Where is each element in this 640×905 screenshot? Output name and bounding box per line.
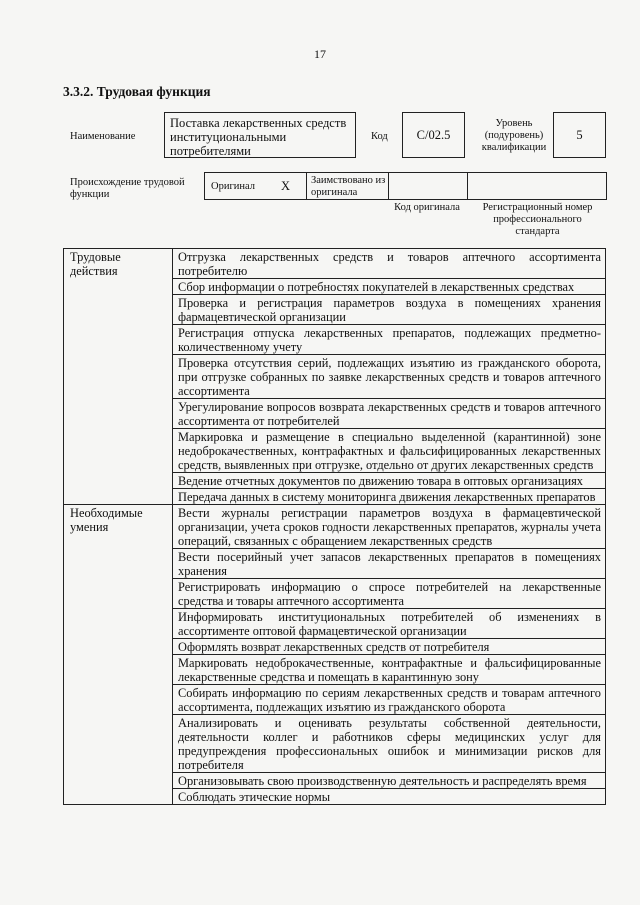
table-cell-item: Маркировка и размещение в специально выделенной (карантинной) зоне недоброкачественных, контрафактных и фальсифицированных лекарственных средств, выявленных при отгрузке, отдельно от других лекарственных средств — [173, 429, 606, 473]
section-title: 3.3.2. Трудовая функция — [63, 84, 211, 99]
table-cell-item: Информировать институциональных потребителей об изменениях в ассортименте оптовой фармацевтической организации — [173, 609, 606, 639]
original-label: Оригинал — [211, 181, 255, 192]
borrowed-label: Заимствовано из оригинала — [311, 175, 386, 198]
table-cell-item: Оформлять возврат лекарственных средств от потребителя — [173, 639, 606, 655]
table-cell-item: Маркировать недоброкачественные, контрафактные и фальсифицированные лекарственные средства и помещать в карантинную зону — [173, 655, 606, 685]
table-cell-item: Проверка и регистрация параметров воздуха в помещениях хранения фармацевтической организации — [173, 295, 606, 325]
table-cell-item: Сбор информации о потребностях покупателей в лекарственных средствах — [173, 279, 606, 295]
page-number: 17 — [314, 47, 326, 61]
original-mark: X — [281, 179, 291, 193]
table-cell-item: Ведение отчетных документов по движению товара в оптовых организациях — [173, 473, 606, 489]
table-cell-item: Проверка отсутствия серий, подлежащих изъятию из гражданского оборота, при отгрузке собранных по заявке лекарственных средств и товаров аптечного ассортимента — [173, 355, 606, 399]
name-value: Поставка лекарственных средств институциональными потребителями — [170, 116, 347, 158]
divider — [306, 173, 307, 199]
code-value: С/02.5 — [416, 128, 451, 142]
section-title-cell: Необходимые умения — [64, 505, 173, 805]
code-label: Код — [371, 131, 388, 142]
table-row — [64, 249, 606, 279]
table-cell-item: Соблюдать этические нормы — [173, 789, 606, 805]
table-cell-item: Урегулирование вопросов возврата лекарственных средств и товаров аптечного ассортимента от потребителей — [173, 399, 606, 429]
reg-number-label: Регистрационный номер профессионального стандарта — [482, 202, 593, 237]
table-cell-item: Собирать информацию по сериям лекарственных средств и товарам аптечного ассортимента, подлежащих изъятию из гражданского оборота — [173, 685, 606, 715]
name-value-box — [164, 112, 356, 158]
level-value-box — [553, 112, 606, 158]
section-title-cell: Трудовые действия — [64, 249, 173, 505]
code-original-label: Код оригинала — [394, 202, 460, 213]
table-row — [64, 505, 606, 549]
level-label: Уровень (подуровень) квалификации — [481, 118, 547, 153]
level-value: 5 — [576, 128, 583, 142]
table-cell-item: Передача данных в систему мониторинга движения лекарственных препаратов — [173, 489, 606, 505]
origin-label: Происхождение трудовой функции — [70, 177, 185, 200]
origin-row — [204, 172, 607, 200]
table-cell-item: Организовывать свою производственную деятельность и распределять время — [173, 773, 606, 789]
table-cell-item: Отгрузка лекарственных средств и товаров аптечного ассортимента потребителю — [173, 249, 606, 279]
function-table — [63, 248, 606, 805]
table-cell-item: Вести посерийный учет запасов лекарственных препаратов в помещениях хранения — [173, 549, 606, 579]
divider — [467, 173, 468, 199]
table-cell-item: Анализировать и оценивать результаты собственной деятельности, деятельности коллег и работников сферы медицинских услуг для предупреждения профессиональных ошибок и минимизации рисков для потребителя — [173, 715, 606, 773]
divider — [388, 173, 389, 199]
table-cell-item: Регистрация отпуска лекарственных препаратов, подлежащих предметно-количественному учету — [173, 325, 606, 355]
code-value-box — [402, 112, 465, 158]
table-cell-item: Регистрировать информацию о спросе потребителей на лекарственные средства и товары аптечного ассортимента — [173, 579, 606, 609]
table-cell-item: Вести журналы регистрации параметров воздуха в фармацевтической организации, учета сроков годности лекарственных препаратов, журналы учета операций, связанных с обращением лекарственных средств — [173, 505, 606, 549]
name-label: Наименование — [70, 131, 136, 142]
